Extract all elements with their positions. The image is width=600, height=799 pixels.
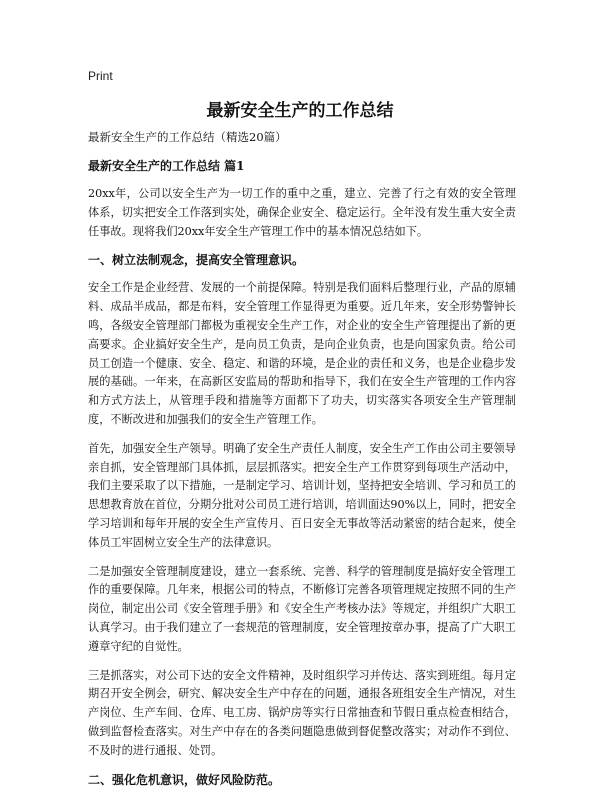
page-title: 最新安全生产的工作总结 bbox=[206, 101, 394, 121]
paragraph-implementation: 三是抓落实，对公司下达的安全文件精神，及时组织学习并传达、落实到班组。每月定期召开安全例会，研究、解决安全生产中存在的问题，通报各班组安全生产情况，对生产岗位、生产车间、仓库、电工房、锅炉房等实行日常抽查和节假日重点检查相结合，做到监督检查落实。对生产中存在的各类问题隐患做到督促整改落实；对动作不到位、不及时的进行通报、处罚。 bbox=[88, 668, 516, 757]
document-body bbox=[88, 128, 516, 799]
document-subtitle: 最新安全生产的工作总结（精选20篇） bbox=[88, 130, 287, 144]
paragraph-safety-importance: 安全工作是企业经营、发展的一个前提保障。特别是我们面料后整理行业，产品的原辅料、成品半成品，都是布料，安全管理工作显得更为重要。近几年来，安全形势警钟长鸣，各级安全管理部门都极为重视安全生产工作，对企业的安全生产管理提出了新的更高要求。企业搞好安全生产，是向员工负责，是向企业负责，也是向国家负责。给公司员工创造一个健康、安全、稳定、和谐的环境，是企业的责任和义务，也是企业稳步发展的基础。一年来，在高新区安监局的帮助和指导下，我们在安全生产管理的工作内容和方式方法上，从管理手段和措施等方面都下了功夫，切实落实各项安全生产管理制度，不断改进和加强我们的安全生产管理工作。 bbox=[88, 281, 516, 426]
paragraph-intro: 20xx年，公司以安全生产为一切工作的重中之重，建立、完善了行之有效的安全管理体系，切实把安全工作落到实处，确保企业安全、稳定运行。全年没有发生重大安全责任事故。现将我们20xx年安全生产管理工作中的基本情况总结如下。 bbox=[88, 187, 516, 238]
paragraph-system-building: 二是加强安全管理制度建设，建立一套系统、完善、科学的管理制度是搞好安全管理工作的重要保障。几年来，根据公司的特点，不断修订完善各项管理规定按照不同的生产岗位，制定出公司《安全管理手册》和《安全生产考核办法》等规定，并组织广大职工认真学习。由于我们建立了一套规范的管理制度，安全管理按章办事，提高了广大职工遵章守纪的自觉性。 bbox=[88, 564, 516, 653]
section-title: 最新安全生产的工作总结 篇1 bbox=[88, 159, 245, 173]
paragraph-leadership: 首先，加强安全生产领导。明确了安全生产责任人制度，安全生产工作由公司主要领导亲自抓，安全管理部门具体抓，层层抓落实。把安全生产工作贯穿到每项生产活动中，我们主要采取了以下措施，一是制定学习、培训计划，坚持把安全培训、学习和员工的思想教育放在首位，分期分批对公司员工进行培训，培训面达90%以上，同时，把安全学习培训和每年开展的安全生产宣传月、百日安全无事故等活动紧密的结合起来，使全体员工牢固树立安全生产的法律意识。 bbox=[88, 441, 516, 549]
print-link[interactable]: Print bbox=[88, 69, 113, 83]
heading-two: 二、强化危机意识，做好风险防范。 bbox=[88, 772, 281, 787]
heading-one: 一、树立法制观念，提高安全管理意识。 bbox=[88, 253, 305, 268]
